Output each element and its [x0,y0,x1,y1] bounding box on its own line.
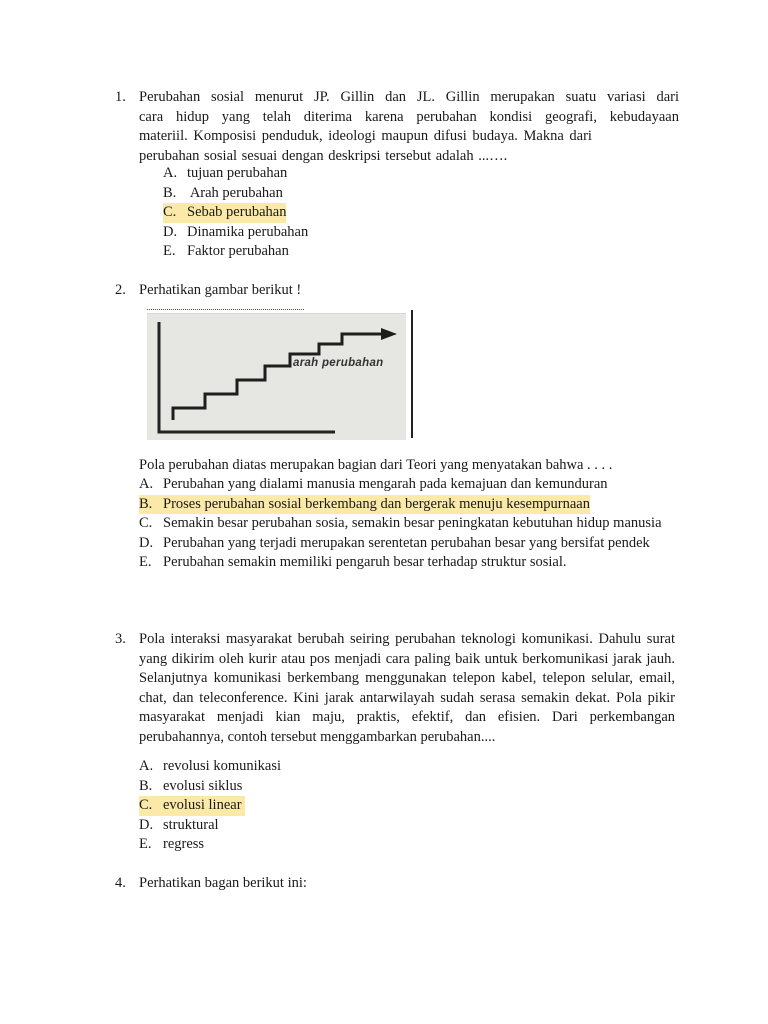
option-letter: A. [139,758,154,774]
option-text-highlighted: Sebab perubahan [187,204,287,220]
option-letter: C. [163,204,177,220]
option-3b[interactable] [139,777,675,797]
figure-dotted-line [147,309,304,310]
staircase-graphic [147,314,406,440]
option-letter: C. [139,797,153,813]
staircase-figure [147,313,406,440]
option-text: Perubahan yang dialami manusia mengarah pada kemajuan dan kemunduran [163,476,608,492]
option-text: Perubahan semakin memiliki pengaruh besar terhadap struktur sosial. [163,554,567,570]
option-2a[interactable] [139,475,675,495]
option-letter: D. [139,534,154,551]
question-3-text: Pola interaksi masyarakat berubah seiring perubahan teknologi komunikasi. Dahulu surat yang dikirim oleh kurir atau pos menjadi cara paling baik untuk berkomunikasi jarak jauh. Selanjutnya komunikasi berkembang menggunakan telepon kabel, telepon selular, email, chat, dan teleconference. Kini jarak antarwilayah sudah serasa semakin dekat. Pola pikir masyarakat menjadi kian maju, praktis, efektif, dan efisien. Dari perkembangan perubahannya, contoh tersebut menggambarkan perubahan.... [139,631,675,745]
option-text: Arah perubahan [187,184,283,201]
figure-label: arah perubahan [293,357,384,369]
option-text: regress [163,836,205,852]
option-text: revolusi komunikasi [163,758,282,774]
option-3a[interactable] [139,757,675,777]
option-text: Faktor perubahan [187,243,289,259]
option-2b[interactable] [139,495,675,515]
question-2-question: Pola perubahan diatas merupakan bagian dari Teori yang menyatakan bahwa . . . . [139,457,613,473]
question-1-line-1: Perubahan sosial menurut JP. Gillin dan JL. Gillin merupakan suatu variasi dari [139,89,679,105]
option-text: Semakin besar perubahan sosia, semakin besar peningkatan kebutuhan hidup manusia [163,515,662,531]
question-1-number: 1. [115,89,126,105]
option-letter: B. [139,777,153,794]
option-text: Perubahan yang terjadi merupakan serentetan perubahan besar yang bersifat pendek [163,534,650,551]
option-text: struktural [163,816,219,833]
option-1d[interactable] [163,223,699,243]
question-1-line-2: cara hidup yang telah diterima karena perubahan kondisi geografi, kebudayaan [139,108,679,125]
option-3e[interactable] [139,835,675,855]
question-2-number: 2. [115,282,126,298]
option-letter: A. [139,476,154,492]
staircase-steps [173,334,385,420]
option-text-highlighted: Proses perubahan sosial berkembang dan bergerak menuju kesempurnaan [163,495,590,512]
option-text-highlighted: evolusi linear [163,797,246,813]
question-4-number: 4. [115,875,126,891]
option-letter: D. [163,223,178,240]
option-letter: D. [139,816,154,833]
option-1b[interactable] [163,184,699,204]
question-1-text [139,88,679,166]
question-1-options [163,164,699,262]
option-letter: B. [139,495,153,512]
question-1-line-3: materiil. Komposisi penduduk, ideologi maupun difusi budaya. Makna dari [139,128,592,144]
option-2d[interactable] [139,534,675,554]
question-2-options [139,475,675,573]
option-letter: E. [139,554,152,570]
arrow-head [381,328,397,340]
option-text: evolusi siklus [163,777,243,794]
option-text: tujuan perubahan [187,165,288,181]
figure-vertical-rule [411,310,413,438]
option-letter: C. [139,515,153,531]
question-4-prompt: Perhatikan bagan berikut ini: [139,875,307,891]
option-2c[interactable] [139,514,675,534]
question-3-number: 3. [115,631,126,647]
question-3-options [139,757,675,855]
option-text: Dinamika perubahan [187,223,309,240]
option-3c[interactable] [139,796,675,816]
option-letter: B. [163,184,177,201]
option-1a[interactable] [163,164,699,184]
option-letter: A. [163,165,178,181]
option-letter: E. [139,836,152,852]
option-3d[interactable] [139,816,675,836]
option-1c[interactable] [163,203,699,223]
option-1e[interactable] [163,242,699,262]
question-1-line-4: perubahan sosial sesuai dengan deskripsi tersebut adalah ...…. [139,147,508,164]
option-2e[interactable] [139,553,675,573]
question-2-prompt: Perhatikan gambar berikut ! [139,282,302,298]
axis-lines [159,322,335,432]
option-letter: E. [163,243,176,259]
